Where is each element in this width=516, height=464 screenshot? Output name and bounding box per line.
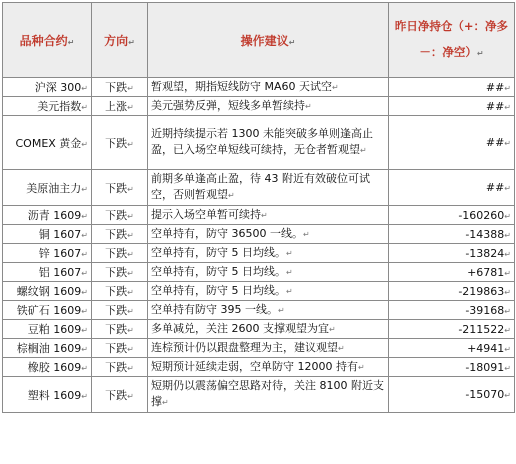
cell-contract-text: 橡胶 1609	[27, 361, 82, 374]
cell-contract	[3, 339, 92, 358]
paragraph-mark-icon: ↵	[81, 103, 88, 112]
paragraph-mark-icon: ↵	[127, 103, 134, 112]
table-row	[3, 244, 515, 263]
cell-operation	[148, 225, 389, 244]
cell-direction	[92, 244, 148, 263]
cell-contract	[3, 377, 92, 413]
paragraph-mark-icon: ↵	[127, 326, 134, 335]
paragraph-mark-icon: ↵	[504, 268, 511, 278]
paragraph-mark-icon: ↵	[81, 345, 88, 354]
paragraph-mark-icon: ↵	[504, 230, 511, 240]
paragraph-mark-icon: ↵	[360, 146, 367, 155]
paragraph-mark-icon: ↵	[81, 326, 88, 335]
cell-direction	[92, 358, 148, 377]
paragraph-mark-icon: ↵	[504, 306, 511, 316]
paragraph-mark-icon: ↵	[81, 250, 88, 259]
cell-direction	[92, 225, 148, 244]
cell-position	[389, 301, 515, 320]
cell-operation-text: 美元强势反弹，短线多单暂续持	[151, 98, 305, 112]
cell-direction	[92, 339, 148, 358]
cell-position	[389, 263, 515, 282]
paragraph-mark-icon: ↵	[81, 269, 88, 278]
paragraph-mark-icon: ↵	[278, 305, 285, 315]
cell-operation-text: 空单持有防守 395 一线。	[151, 302, 278, 316]
cell-operation	[148, 116, 389, 170]
table-body	[3, 78, 515, 413]
paragraph-mark-icon: ↵	[286, 267, 293, 277]
cell-position-text: -219863	[458, 284, 505, 298]
cell-position-text: +6781	[467, 265, 505, 279]
cell-contract	[3, 244, 92, 263]
paragraph-mark-icon: ↵	[127, 250, 134, 259]
cell-contract-text: 豆粕 1609	[27, 323, 82, 336]
cell-position	[389, 282, 515, 301]
paragraph-mark-icon: ↵	[286, 286, 293, 296]
paragraph-mark-icon: ↵	[504, 83, 511, 93]
cell-operation-text: 连棕预计仍以跟盘整理为主，建议观望	[151, 340, 338, 354]
cell-operation-text: 空单持有，防守 5 日均线。	[151, 245, 286, 259]
paragraph-mark-icon: ↵	[261, 210, 268, 220]
paragraph-mark-icon: ↵	[127, 364, 134, 373]
cell-contract-text: 沥青 1609	[27, 209, 82, 222]
table-row	[3, 263, 515, 282]
cell-contract-text: 锌 1607	[38, 247, 82, 260]
paragraph-mark-icon: ↵	[504, 102, 511, 112]
cell-direction-text: 上涨	[105, 100, 128, 113]
cell-operation	[148, 263, 389, 282]
cell-operation	[148, 78, 389, 97]
cell-direction-text: 下跌	[105, 323, 128, 336]
paragraph-mark-icon: ↵	[504, 344, 511, 354]
cell-operation-text: 空单持有，防守 5 日均线。	[151, 283, 286, 297]
paragraph-mark-icon: ↵	[81, 231, 88, 240]
cell-direction-text: 下跌	[105, 388, 128, 402]
table-row	[3, 206, 515, 225]
header-operation: 操作建议↵	[148, 3, 389, 78]
paragraph-mark-icon: ↵	[127, 212, 134, 221]
cell-position-text: -160260	[458, 208, 505, 222]
table-row	[3, 170, 515, 206]
paragraph-mark-icon: ↵	[81, 84, 88, 93]
paragraph-mark-icon: ↵	[81, 139, 88, 149]
paragraph-mark-icon: ↵	[127, 231, 134, 240]
cell-contract-text: COMEX 黄金	[15, 136, 82, 150]
cell-contract-text: 铝 1607	[38, 266, 82, 279]
paragraph-mark-icon: ↵	[128, 37, 135, 47]
paragraph-mark-icon: ↵	[303, 229, 310, 239]
paragraph-mark-icon: ↵	[81, 391, 88, 401]
paragraph-mark-icon: ↵	[127, 345, 134, 354]
cell-direction	[92, 377, 148, 413]
cell-direction-text: 下跌	[105, 304, 128, 317]
paragraph-mark-icon: ↵	[81, 288, 88, 297]
cell-operation	[148, 282, 389, 301]
cell-direction	[92, 116, 148, 170]
cell-position	[389, 358, 515, 377]
cell-direction-text: 下跌	[105, 209, 128, 222]
cell-contract-text: 棕榈油 1609	[16, 342, 82, 355]
table-row	[3, 301, 515, 320]
cell-contract-text: 美原油主力	[26, 181, 82, 195]
cell-position-text: -13824	[465, 246, 505, 260]
paragraph-mark-icon: ↵	[504, 211, 511, 221]
cell-operation	[148, 358, 389, 377]
cell-position-text: +4941	[467, 341, 505, 355]
cell-direction-text: 下跌	[105, 285, 128, 298]
cell-position-text: ##	[485, 99, 505, 113]
paragraph-mark-icon: ↵	[504, 391, 511, 400]
cell-operation-text: 空单持有，防守 36500 一线。	[151, 226, 303, 240]
paragraph-mark-icon: ↵	[504, 139, 511, 148]
cell-position-text: -211522	[458, 322, 505, 336]
cell-contract	[3, 263, 92, 282]
table-row	[3, 320, 515, 339]
cell-contract-text: 螺纹钢 1609	[16, 285, 82, 298]
cell-contract-text: 铜 1607	[38, 228, 82, 241]
paragraph-mark-icon: ↵	[127, 391, 134, 401]
paragraph-mark-icon: ↵	[127, 288, 134, 297]
cell-position	[389, 377, 515, 413]
table-row	[3, 225, 515, 244]
cell-contract-text: 铁矿石 1609	[16, 304, 82, 317]
header-position: 昨日净持仓（+：净多－：净空）↵	[389, 3, 515, 78]
cell-operation	[148, 170, 389, 206]
cell-direction	[92, 301, 148, 320]
cell-operation-text: 提示入场空单暂可续持	[151, 207, 261, 221]
cell-direction-text: 下跌	[105, 136, 128, 150]
cell-direction	[92, 263, 148, 282]
cell-direction	[92, 170, 148, 206]
cell-direction-text: 下跌	[105, 81, 128, 94]
cell-operation	[148, 320, 389, 339]
paragraph-mark-icon: ↵	[127, 84, 134, 93]
paragraph-mark-icon: ↵	[288, 37, 296, 47]
cell-contract	[3, 116, 92, 170]
paragraph-mark-icon: ↵	[81, 364, 88, 373]
table-row	[3, 377, 515, 413]
table-row	[3, 97, 515, 116]
cell-operation-text: 短期仍以震荡偏空思路对待，关注 8100 附近支撑	[151, 379, 384, 408]
cell-operation	[148, 206, 389, 225]
paragraph-mark-icon: ↵	[338, 343, 345, 353]
cell-position	[389, 339, 515, 358]
cell-contract-text: 美元指数	[37, 100, 82, 113]
cell-contract	[3, 78, 92, 97]
cell-direction-text: 下跌	[105, 342, 128, 355]
cell-position	[389, 78, 515, 97]
cell-position-text: -18091	[465, 360, 505, 374]
cell-position	[389, 320, 515, 339]
cell-position-text: ##	[485, 80, 505, 94]
table-row	[3, 339, 515, 358]
cell-contract	[3, 358, 92, 377]
paragraph-mark-icon: ↵	[127, 139, 134, 149]
cell-position	[389, 116, 515, 170]
paragraph-mark-icon: ↵	[504, 363, 511, 373]
cell-contract	[3, 282, 92, 301]
paragraph-mark-icon: ↵	[504, 249, 511, 259]
cell-contract	[3, 320, 92, 339]
table-header-row	[3, 3, 515, 78]
header-name: 品种合约↵	[3, 3, 92, 78]
cell-operation	[148, 377, 389, 413]
paragraph-mark-icon: ↵	[329, 324, 336, 334]
table-row	[3, 358, 515, 377]
cell-direction-text: 下跌	[105, 181, 128, 195]
paragraph-mark-icon: ↵	[127, 307, 134, 316]
paragraph-mark-icon: ↵	[504, 184, 511, 193]
cell-operation	[148, 244, 389, 263]
cell-position-text: ##	[485, 136, 505, 149]
cell-position-text: ##	[485, 181, 505, 194]
paragraph-mark-icon: ↵	[81, 184, 88, 194]
cell-operation-text: 多单减兑，关注 2600 支撑观望为宜	[151, 321, 329, 335]
header-direction: 方向↵	[92, 3, 148, 78]
paragraph-mark-icon: ↵	[332, 82, 339, 92]
cell-direction	[92, 282, 148, 301]
cell-contract	[3, 301, 92, 320]
paragraph-mark-icon: ↵	[127, 184, 134, 194]
cell-contract	[3, 97, 92, 116]
paragraph-mark-icon: ↵	[358, 362, 365, 372]
table-row	[3, 116, 515, 170]
paragraph-mark-icon: ↵	[127, 269, 134, 278]
cell-operation-text: 空单持有，防守 5 日均线。	[151, 264, 286, 278]
cell-operation-text: 暂观望，期指短线防守 MA60 天试空	[151, 79, 333, 93]
cell-position	[389, 97, 515, 116]
cell-direction	[92, 97, 148, 116]
cell-contract	[3, 225, 92, 244]
cell-operation-text: 近期持续提示若 1300 未能突破多单则逢高止盈，已入场空单短线可续持，无仓者暂观望	[151, 127, 373, 156]
paragraph-mark-icon: ↵	[67, 37, 75, 47]
cell-position	[389, 170, 515, 206]
futures-advice-table	[2, 2, 515, 413]
paragraph-mark-icon: ↵	[305, 101, 312, 111]
cell-contract	[3, 170, 92, 206]
cell-position	[389, 225, 515, 244]
cell-operation-text: 短期预计延续走弱，空单防守 12000 持有	[151, 359, 358, 373]
paragraph-mark-icon: ↵	[504, 287, 511, 297]
cell-position-text: -14388	[465, 227, 505, 241]
cell-direction	[92, 206, 148, 225]
paragraph-mark-icon: ↵	[504, 325, 511, 335]
cell-direction-text: 下跌	[105, 361, 128, 374]
paragraph-mark-icon: ↵	[162, 398, 169, 407]
cell-operation	[148, 301, 389, 320]
cell-contract	[3, 206, 92, 225]
paragraph-mark-icon: ↵	[476, 49, 484, 58]
cell-position-text: -39168	[465, 303, 505, 317]
cell-direction-text: 下跌	[105, 266, 128, 279]
cell-direction-text: 下跌	[105, 228, 128, 241]
paragraph-mark-icon: ↵	[286, 248, 293, 258]
paragraph-mark-icon: ↵	[81, 212, 88, 221]
cell-position	[389, 206, 515, 225]
cell-position-text: -15070	[465, 388, 505, 401]
cell-contract-text: 沪深 300	[34, 81, 82, 94]
cell-operation	[148, 339, 389, 358]
cell-position	[389, 244, 515, 263]
table-row	[3, 78, 515, 97]
table-row	[3, 282, 515, 301]
paragraph-mark-icon: ↵	[228, 191, 235, 200]
cell-direction	[92, 78, 148, 97]
cell-direction-text: 下跌	[105, 247, 128, 260]
cell-direction	[92, 320, 148, 339]
cell-operation	[148, 97, 389, 116]
paragraph-mark-icon: ↵	[81, 307, 88, 316]
cell-operation-text: 前期多单逢高止盈，待 43 附近有效破位可试空，否则暂观望	[151, 172, 370, 201]
cell-contract-text: 塑料 1609	[27, 388, 82, 402]
